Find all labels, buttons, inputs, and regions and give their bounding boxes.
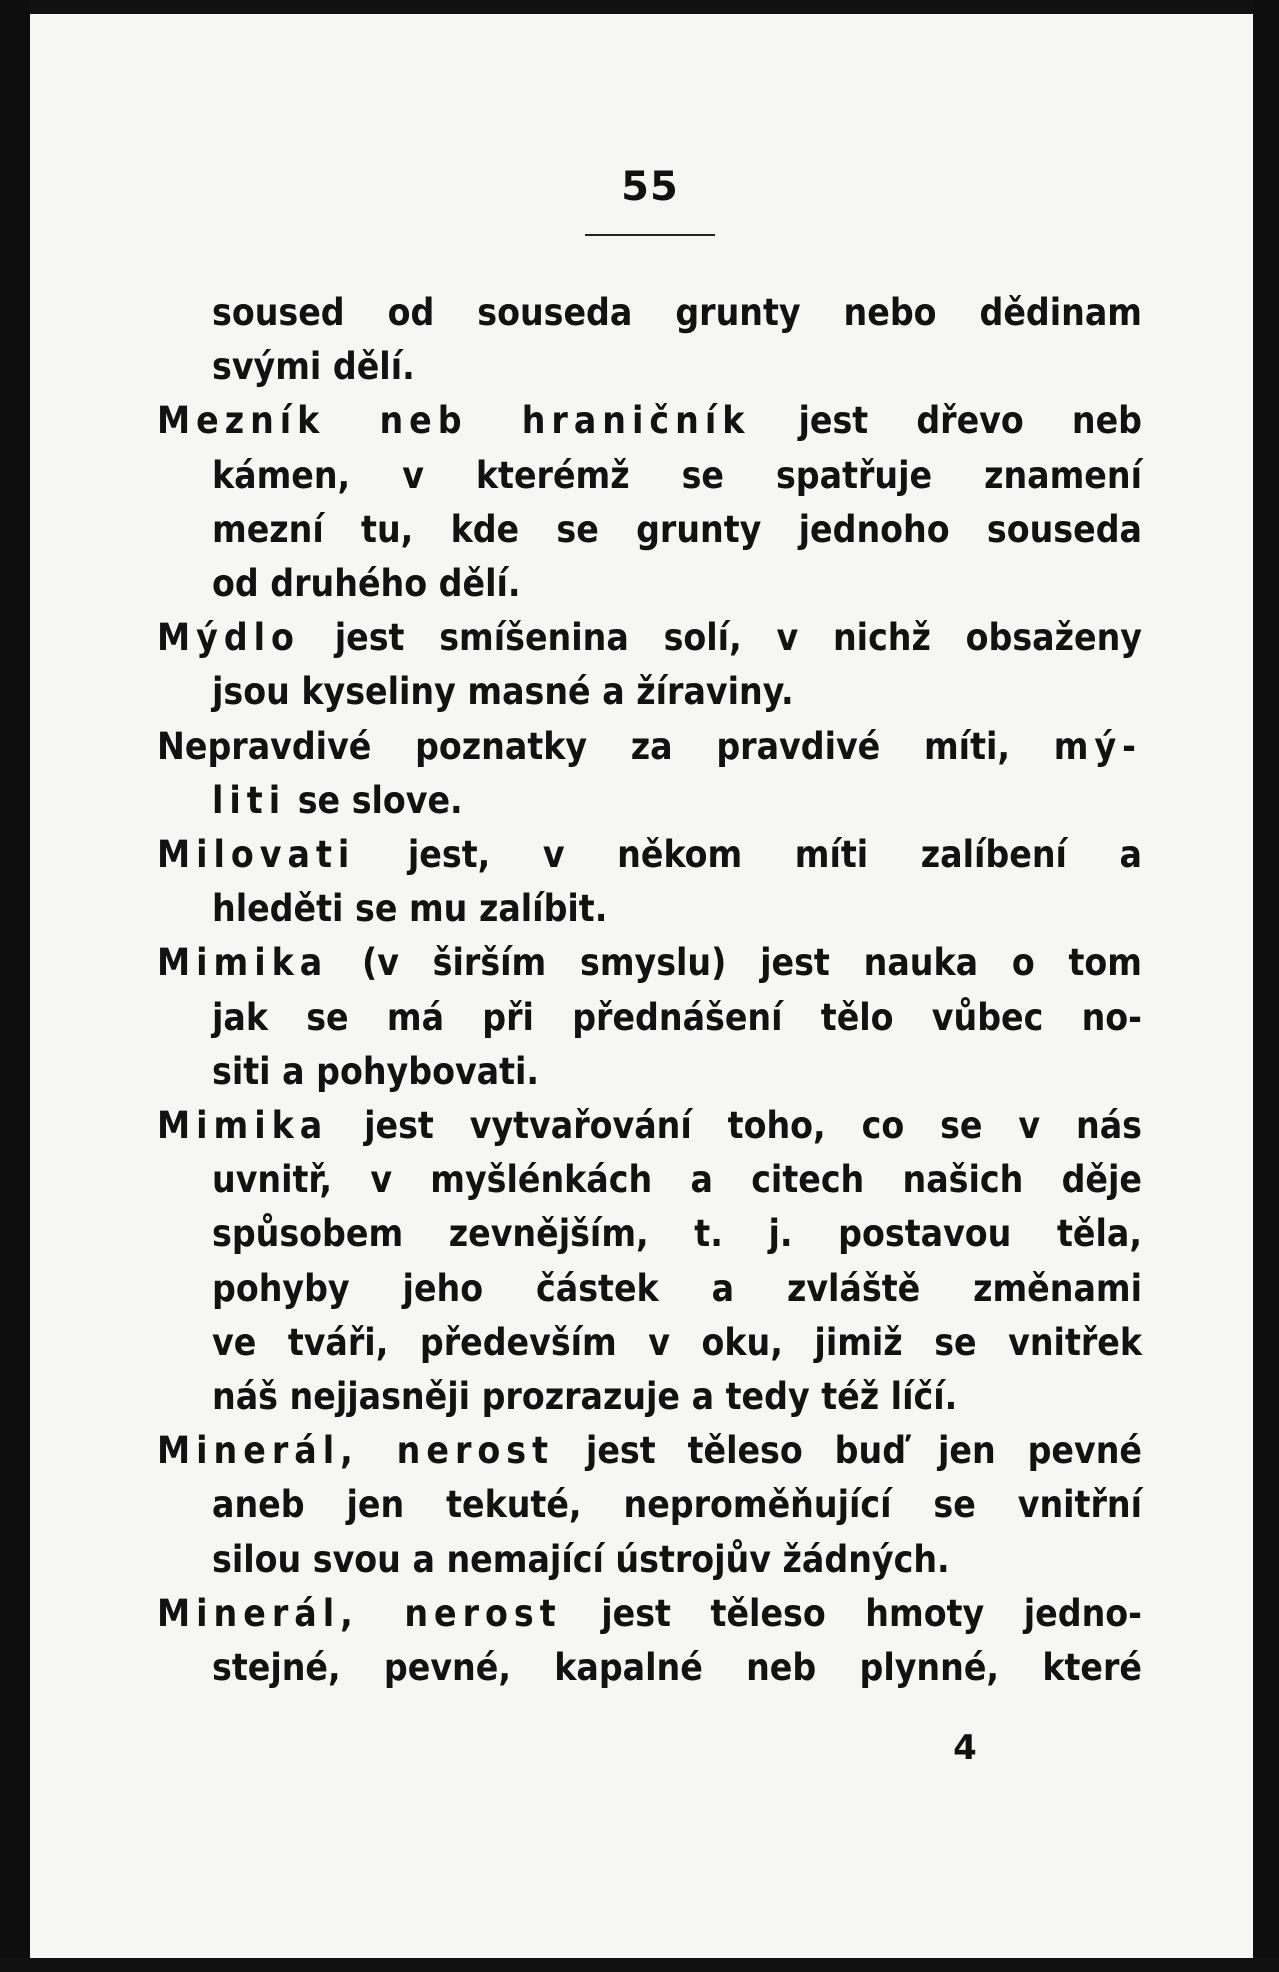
entry-text: jsou kyseliny masné a žíraviny. — [212, 670, 794, 714]
entry-term: Milovati — [157, 833, 356, 877]
text-line — [157, 991, 1142, 1045]
page-number-rule — [585, 234, 715, 236]
text-line — [157, 1045, 1142, 1099]
entry-text: svými dělí. — [212, 345, 415, 389]
text-line — [157, 1099, 1142, 1153]
entry-text: jest těleso hmoty jedno- — [561, 1591, 1142, 1635]
entry-text: mezní tu, kde se grunty jednoho souseda — [212, 507, 1142, 551]
text-line — [157, 1370, 1142, 1424]
page-body-text — [157, 286, 1142, 1695]
entry-text: pohyby jeho částek a zvláště změnami — [212, 1266, 1142, 1310]
text-line — [157, 503, 1142, 557]
signature-mark: 4 — [953, 1728, 977, 1768]
entry-text: jest těleso buď jen pevné — [554, 1429, 1142, 1473]
dictionary-entry — [157, 828, 1142, 936]
entry-text: spůsobem zevnějším, t. j. postavou těla, — [212, 1212, 1142, 1256]
entry-term: mý- — [1053, 724, 1142, 768]
dictionary-entry — [157, 394, 1142, 611]
text-line — [157, 1207, 1142, 1261]
text-line — [157, 1478, 1142, 1532]
scan-border-bottom — [0, 1958, 1279, 1972]
text-line — [157, 828, 1142, 882]
text-line — [157, 665, 1142, 719]
entry-text: jest dřevo neb — [750, 399, 1142, 443]
dictionary-entry — [157, 936, 1142, 1099]
entry-term: Mimika — [157, 941, 329, 985]
entry-text: kámen, v kterémž se spatřuje znamení — [212, 453, 1142, 497]
text-line — [157, 340, 1142, 394]
entry-text: náš nejjasněji prozrazuje a tedy též líčí. — [212, 1375, 958, 1419]
dictionary-entry — [157, 1424, 1142, 1587]
entry-text: silou svou a nemající ústrojův žádných. — [212, 1537, 950, 1581]
text-line — [157, 1316, 1142, 1370]
text-line — [157, 720, 1142, 774]
book-page — [30, 14, 1253, 1958]
text-line — [157, 1641, 1142, 1695]
entry-text: aneb jen tekuté, neproměňující se vnitřní — [212, 1483, 1142, 1527]
text-line — [157, 557, 1142, 611]
entry-text: Nepravdivé poznatky za pravdivé míti, — [157, 724, 1054, 768]
text-line — [157, 394, 1142, 448]
entry-term: Minerál, nerost — [157, 1591, 562, 1635]
entry-term: Mimika — [157, 1104, 329, 1148]
entry-text: uvnitř, v myšlénkách a citech našich děje — [212, 1158, 1142, 1202]
text-line — [157, 936, 1142, 990]
dictionary-entry — [157, 1099, 1142, 1424]
text-line — [157, 1153, 1142, 1207]
dictionary-entry — [157, 286, 1142, 394]
page-number: 55 — [621, 164, 679, 210]
scan-border-right — [1253, 0, 1279, 1972]
dictionary-entry — [157, 611, 1142, 719]
entry-text: hleděti se mu zalíbit. — [212, 887, 608, 931]
entry-text: (v širším smyslu) jest nauka o tom — [328, 941, 1142, 985]
entry-text: od druhého dělí. — [212, 562, 521, 606]
entry-text: jest smíšenina solí, v nichž obsaženy — [299, 616, 1142, 660]
entry-term: liti — [212, 778, 287, 822]
text-line — [157, 1533, 1142, 1587]
entry-text: siti a pohybovati. — [212, 1049, 540, 1093]
text-line — [157, 882, 1142, 936]
entry-text: jest, v někom míti zalíbení a — [355, 833, 1142, 877]
entry-text: jak se má při přednášení tělo vůbec no- — [212, 995, 1142, 1039]
text-line — [157, 611, 1142, 665]
dictionary-entry — [157, 1587, 1142, 1695]
text-line — [157, 1587, 1142, 1641]
entry-text: stejné, pevné, kapalné neb plynné, které — [212, 1646, 1142, 1690]
entry-text: soused od souseda grunty nebo dědinam — [212, 291, 1142, 334]
text-line — [157, 774, 1142, 828]
entry-term: Minerál, nerost — [157, 1429, 554, 1473]
entry-text: jest vytvařování toho, co se v nás — [328, 1104, 1142, 1148]
dictionary-entry — [157, 720, 1142, 828]
text-line — [157, 286, 1142, 340]
text-line — [157, 1424, 1142, 1478]
entry-text: ve tváři, především v oku, jimiž se vnitřek — [212, 1320, 1142, 1364]
entry-term: Mýdlo — [157, 616, 300, 660]
text-line — [157, 1262, 1142, 1316]
entry-text: se slove. — [286, 778, 463, 822]
scan-border-top — [0, 0, 1279, 14]
scan-border-left — [0, 0, 30, 1972]
entry-term: Mezník neb hraničník — [157, 399, 751, 443]
text-line — [157, 449, 1142, 503]
